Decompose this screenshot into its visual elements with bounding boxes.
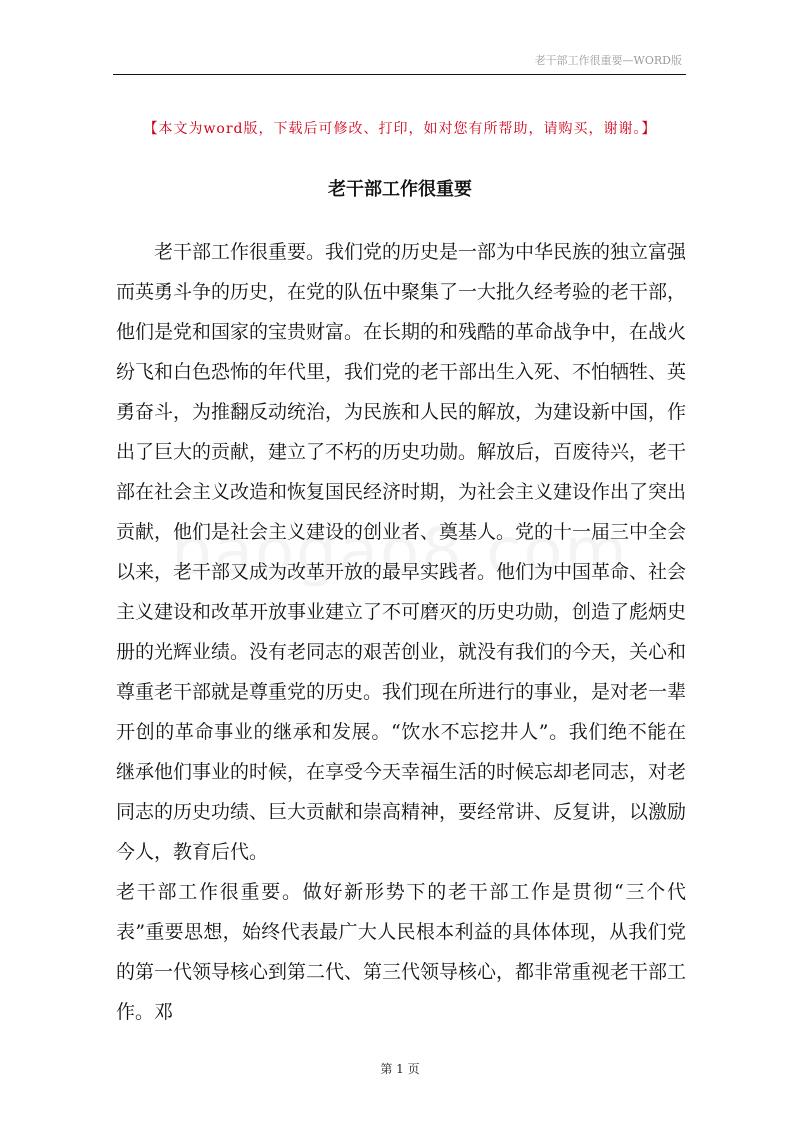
document-title: 老干部工作很重要 bbox=[328, 179, 472, 200]
body-paragraph-2: 老干部工作很重要。做好新形势下的老干部工作是贯彻“三个代表”重要思想，始终代表最广大人民根本利益的具体体现，从我们党的第一代领导核心到第二代、第三代领导核心，都非常重视老干部工作。邓 bbox=[116, 881, 687, 1023]
running-header: 老干部工作很重要—WORD版 bbox=[534, 54, 682, 67]
page-number: 第 1 页 bbox=[380, 1062, 420, 1076]
body-paragraph-1: 老干部工作很重要。我们党的历史是一部为中华民族的独立富强而英勇斗争的历史，在党的队伍中聚集了一大批久经考验的老干部，他们是党和国家的宝贵财富。在长期的和残酷的革命战争中，在战火纷飞和白色恐怖的年代里，我们党的老干部出生入死、不怕牺牲、英勇奋斗，为推翻反动统治，为民族和人民的解放，为建设新中国，作出了巨大的贡献，建立了不朽的历史功勋。解放后，百废待兴，老干部在社会主义改造和恢复国民经济时期，为社会主义建设作出了突出贡献，他们是社会主义建设的创业者、奠基人。党的十一届三中全会以来，老干部又成为改革开放的最早实践者。他们为中国革命、社会主义建设和改革开放事业建立了不可磨灭的历史功勋，创造了彪炳史册的光辉业绩。没有老同志的艰苦创业，就没有我们的今天，关心和尊重老干部就是尊重党的历史。我们现在所进行的事业，是对老一辈开创的革命事业的继承和发展。“饮水不忘挖井人”。我们绝不能在继承他们事业的时候，在享受今天幸福生活的时候忘却老同志，对老同志的历史功绩、巨大贡献和崇高精神，要经常讲、反复讲，以激励今人，教育后代。 bbox=[116, 241, 687, 863]
download-notice: 【本文为word版，下载后可修改、打印，如对您有所帮助，请购买，谢谢。】 bbox=[143, 121, 657, 137]
document-body bbox=[116, 232, 686, 1032]
header-divider bbox=[113, 74, 686, 75]
